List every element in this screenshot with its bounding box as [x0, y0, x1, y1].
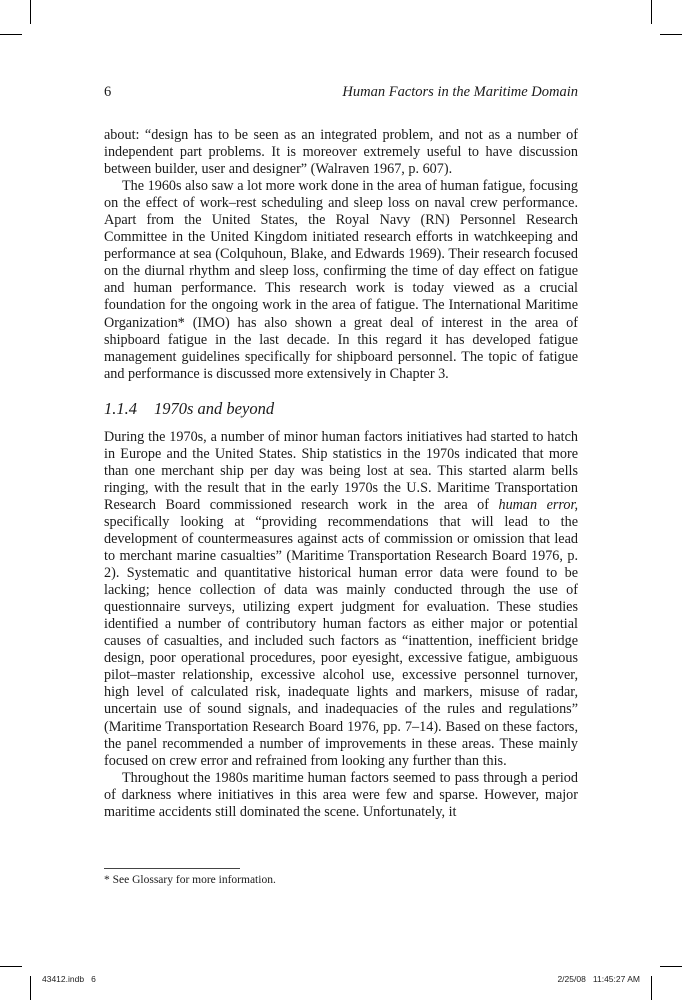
section-heading [104, 399, 578, 419]
slug-file: 43412.indb 6 [42, 974, 96, 984]
paragraph: Throughout the 1980s maritime human factors seemed to pass through a period of darkness where initiatives in this area were few and sparse. However, major maritime accidents still dominated the scene. Unfortunately, it [104, 769, 578, 820]
crop-mark [30, 976, 31, 1000]
slug-timestamp: 2/25/08 11:45:27 AM [557, 974, 640, 984]
paragraph [104, 429, 578, 770]
running-header [104, 82, 578, 102]
crop-mark [651, 976, 652, 1000]
paragraph-text: During the 1970s, a number of minor human factors initiatives had started to hatch in Europe and the United States. Ship statistics in the 1970s indicated that more than one merchant ship per day was being lost at sea. This started alarm bells ringing, with the result that in the early 1970s the U.S. Maritime Transportation Research Board commissioned research work in the area of [104, 428, 578, 513]
crop-mark [660, 966, 682, 967]
running-title: Human Factors in the Maritime Domain [342, 84, 578, 100]
crop-mark [30, 0, 31, 24]
paragraph: The 1960s also saw a lot more work done in the area of human fatigue, focusing on the effect of work–rest scheduling and sleep loss on naval crew performance. Apart from the United States, the Royal Navy (RN) Personnel Research Committee in the United Kingdom initiated research efforts in watchkeeping and performance at sea (Colquhoun, Blake, and Edwards 1969). Their research focused on the diurnal rhythm and sleep loss, confirming the time of day effect on fatigue and human performance. This research work is today viewed as a crucial foundation for the ongoing work in the area of fatigue. The International Maritime Organization* (IMO) has also shown a great deal of interest in the area of shipboard fatigue in the last decade. In this regard it has developed fatigue management guidelines specifically for shipboard personnel. The topic of fatigue and performance is discussed more extensively in Chapter 3. [104, 178, 578, 382]
crop-mark [651, 0, 652, 24]
page-number: 6 [104, 84, 112, 100]
crop-mark [660, 34, 682, 35]
paragraph: about: “design has to be seen as an integrated problem, and not as a number of independent part problems. It is moreover extremely useful to have discussion between builder, user and designer” (Walraven 1967, p. 607). [104, 127, 578, 178]
paragraph-text: specifically looking at “providing recommendations that will lead to the development of countermeasures against acts of commission or omission that lead to merchant marine casualties” (Maritime Transportation Research Board 1976, p. 2). Systematic and quantitative historical human error data were found to be lacking; hence collection of data was mainly conducted through the use of questionnaire surveys, utilizing expert judgment for evaluation. These studies identified a number of contributory human factors as either major or potential causes of casualties, and included such factors as “inattention, inefficient bridge design, poor operational procedures, poor eyesight, excessive fatigue, ambiguous pilot–master relationship, excessive alcohol use, excessive personnel turnover, high level of calculated risk, inadequate lights and markers, misuse of radar, uncertain use of sound signals, and inadequacies of the rules and regulations” (Maritime Transportation Research Board 1976, pp. 7–14). Based on these factors, the panel recommended a number of improvements in these areas. These mainly focused on crew error and refrained from looking any further than this. [104, 513, 578, 769]
footnote-rule [104, 868, 240, 869]
crop-mark [0, 966, 22, 967]
section-number: 1.1.4 [104, 398, 137, 418]
emphasis-term: human error, [498, 496, 579, 513]
body-text [104, 127, 578, 821]
section-title: 1970s and beyond [154, 398, 275, 418]
footnote: * See Glossary for more information. [104, 874, 276, 886]
crop-mark [0, 34, 22, 35]
